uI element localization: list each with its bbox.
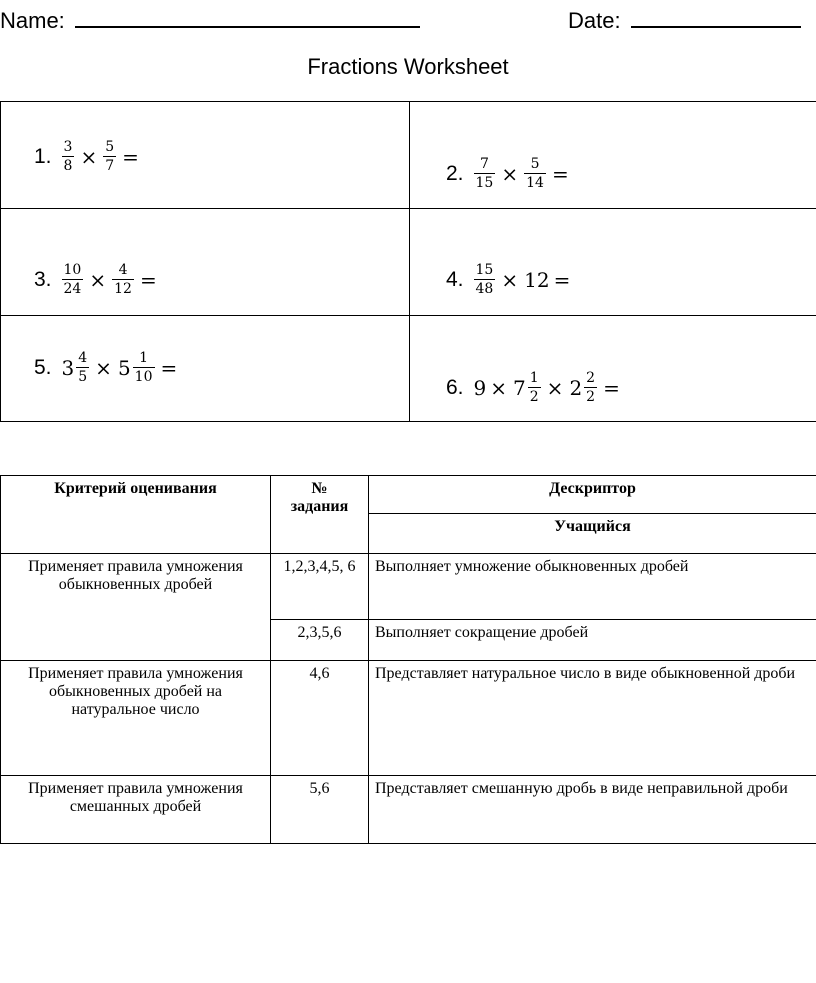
fraction	[133, 350, 155, 385]
header-descriptor: Дескриптор	[369, 476, 816, 514]
whole-number: 3	[61, 355, 75, 380]
denominator: 12	[114, 281, 132, 297]
whole-number: 12	[524, 267, 550, 292]
denominator: 7	[105, 158, 115, 174]
denominator: 2	[529, 389, 539, 405]
tasks-cell: 2,3,5,6	[271, 620, 369, 661]
numerator: 7	[479, 156, 489, 172]
grid-line	[0, 315, 816, 316]
descriptor-cell: Представляет натуральное число в виде обыкновенной дроби	[369, 661, 816, 776]
date-label: Date:	[568, 8, 621, 33]
problem-5	[34, 350, 181, 385]
numerator: 2	[586, 370, 596, 386]
numerator: 1	[139, 350, 149, 366]
numerator: 4	[118, 262, 128, 278]
whole-number: 2	[569, 375, 583, 400]
number-sign: №	[311, 480, 328, 497]
descriptor-cell: Выполняет умножение обыкновенных дробей	[369, 554, 816, 620]
name-blank-line[interactable]	[75, 4, 420, 28]
problem-number: 6.	[446, 375, 464, 399]
problem-number: 5.	[34, 355, 52, 379]
times-sign: ×	[501, 161, 519, 186]
grid-line	[0, 208, 816, 209]
name-field-row	[0, 4, 420, 34]
fraction	[474, 156, 496, 191]
whole-number: 9	[473, 375, 487, 400]
times-sign: ×	[501, 267, 519, 292]
descriptor-cell: Выполняет сокращение дробей	[369, 620, 816, 661]
fraction	[524, 156, 546, 191]
date-blank-line[interactable]	[631, 4, 801, 28]
fraction	[528, 370, 541, 405]
problem-3	[34, 262, 161, 297]
equals-sign: =	[160, 355, 178, 380]
grid-line	[409, 101, 410, 422]
table-row	[1, 661, 816, 776]
fraction	[474, 262, 496, 297]
whole-number: 7	[513, 375, 526, 400]
numerator: 5	[530, 156, 540, 172]
table-row	[1, 776, 816, 844]
worksheet-title: Fractions Worksheet	[307, 54, 509, 79]
date-field-row	[568, 4, 801, 34]
criterion-cell: Применяет правила умножения смешанных дробей	[1, 776, 271, 844]
denominator: 2	[586, 389, 596, 405]
times-sign: ×	[546, 375, 564, 400]
criterion-cell: Применяет правила умножения обыкновенных дробей	[1, 554, 271, 661]
grid-line	[0, 421, 816, 422]
denominator: 5	[78, 369, 88, 385]
numerator: 4	[78, 350, 88, 366]
numerator: 10	[63, 262, 82, 278]
grid-line	[0, 101, 816, 102]
fraction	[76, 350, 89, 385]
equals-sign: =	[551, 161, 569, 186]
exercise-grid	[0, 101, 816, 422]
tasks-cell: 4,6	[271, 661, 369, 776]
criterion-cell: Применяет правила умножения обыкновенных дробей на натуральное число	[1, 661, 271, 776]
fraction	[584, 370, 597, 405]
problem-4	[446, 262, 574, 297]
denominator: 48	[475, 281, 494, 297]
denominator: 10	[134, 369, 153, 385]
problem-number: 1.	[34, 144, 52, 168]
numerator: 5	[105, 139, 115, 155]
times-sign: ×	[80, 144, 98, 169]
table-row	[1, 554, 816, 620]
equals-sign: =	[139, 267, 157, 292]
equals-sign: =	[122, 144, 139, 169]
descriptor-cell: Представляет смешанную дробь в виде неправильной дроби	[369, 776, 816, 844]
numerator: 1	[529, 370, 539, 386]
problem-number: 2.	[446, 161, 464, 185]
task-label: задания	[290, 498, 349, 515]
times-sign: ×	[89, 267, 107, 292]
tasks-cell: 1,2,3,4,5, 6	[271, 554, 369, 620]
header-student: Учащийся	[369, 514, 816, 554]
grid-line	[0, 101, 1, 422]
assessment-criteria-table	[0, 475, 816, 844]
header-criterion: Критерий оценивания	[1, 476, 271, 554]
times-sign: ×	[490, 375, 508, 400]
denominator: 15	[475, 175, 494, 191]
equals-sign: =	[603, 375, 620, 400]
problem-6	[446, 370, 624, 405]
numerator: 3	[63, 139, 73, 155]
problem-number: 4.	[446, 267, 464, 291]
header-task-number	[271, 476, 369, 554]
table-header-row	[1, 476, 816, 514]
denominator: 8	[63, 158, 73, 174]
numerator: 15	[475, 262, 494, 278]
denominator: 24	[63, 281, 82, 297]
times-sign: ×	[95, 355, 112, 380]
fraction	[62, 139, 75, 174]
fraction	[103, 139, 116, 174]
fraction	[112, 262, 134, 297]
problem-1	[34, 139, 143, 174]
name-label: Name:	[0, 8, 65, 33]
problem-number: 3.	[34, 267, 52, 291]
equals-sign: =	[553, 267, 571, 292]
denominator: 14	[526, 175, 544, 191]
tasks-cell: 5,6	[271, 776, 369, 844]
whole-number: 5	[117, 355, 131, 380]
problem-2	[446, 156, 573, 191]
fraction	[62, 262, 84, 297]
